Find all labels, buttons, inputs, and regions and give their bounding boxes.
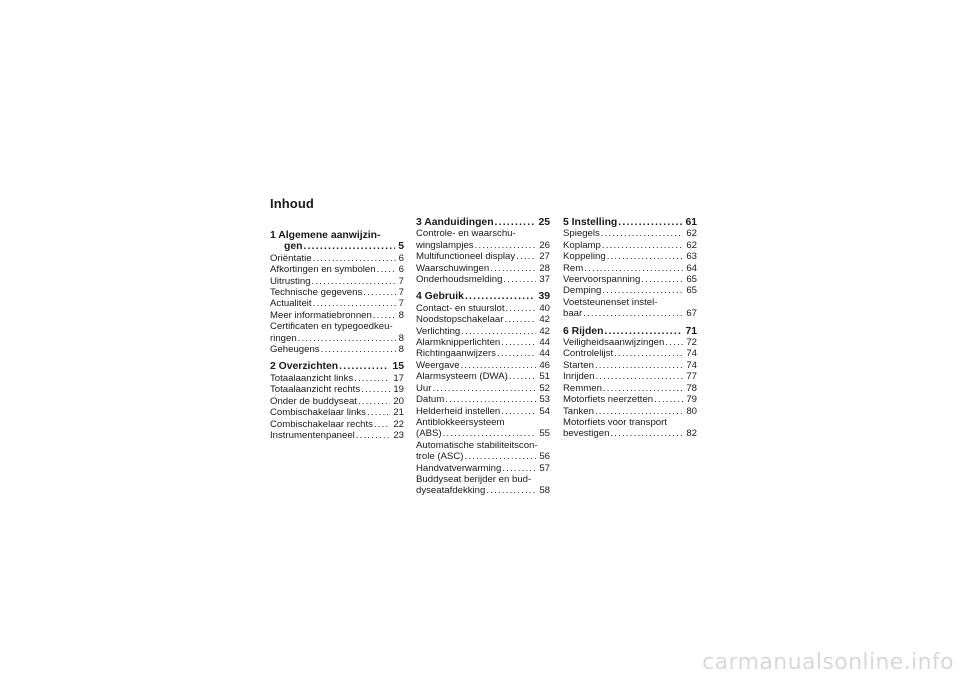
- dot-leader: [604, 326, 682, 337]
- page-number: 20: [393, 395, 404, 407]
- dot-leader: [614, 348, 683, 359]
- entry-title: Actualiteit: [270, 298, 312, 310]
- entry-title: Afkortingen en symbolen: [270, 264, 376, 276]
- dot-leader: [354, 373, 390, 384]
- dot-leader: [377, 264, 396, 275]
- chapter-heading[interactable]: [563, 217, 697, 228]
- toc-entry[interactable]: [563, 360, 697, 371]
- page-number: 82: [686, 428, 697, 440]
- dot-leader: [373, 310, 396, 321]
- entry-title-line: Voetsteunenset instel-: [563, 296, 658, 308]
- dot-leader: [490, 263, 536, 274]
- page-number: 7: [398, 298, 404, 310]
- page-number: 8: [398, 344, 404, 356]
- toc-entry[interactable]: [563, 240, 697, 251]
- toc-entry[interactable]: [563, 348, 697, 359]
- entry-title: Verlichting: [416, 325, 461, 337]
- page-number: 51: [539, 371, 550, 383]
- entry-title: Instrumentenpaneel: [270, 429, 355, 441]
- chapter-heading-line: 1 Algemene aanwijzin-: [270, 230, 381, 241]
- entry-title: Datum: [416, 394, 445, 406]
- dot-leader: [618, 217, 682, 228]
- page-number: 21: [393, 407, 404, 419]
- entry-title: Onderhoudsmelding: [416, 274, 503, 286]
- entry-title: Uur: [416, 382, 432, 394]
- dot-leader: [610, 428, 683, 439]
- entry-title: Demping: [563, 285, 602, 297]
- entry-title: Koppeling: [563, 251, 606, 263]
- entry-title: Totaalaanzicht links: [270, 372, 354, 384]
- dot-leader: [445, 394, 536, 405]
- entry-title-line: Automatische stabiliteitscon-: [416, 439, 538, 451]
- toc-entry[interactable]: [416, 394, 550, 405]
- page-number: 63: [686, 251, 697, 263]
- entry-title: Controlelijst: [563, 348, 614, 360]
- entry-title-line: Certificaten en typegoedkeu-: [270, 321, 393, 333]
- page-number: 61: [685, 217, 697, 228]
- toc-entry[interactable]: [563, 394, 697, 405]
- page-number: 56: [539, 451, 550, 463]
- dot-leader: [356, 430, 391, 441]
- entry-title: Onder de buddyseat: [270, 395, 357, 407]
- page-number: 74: [686, 348, 697, 360]
- page-number: 25: [538, 217, 550, 228]
- entry-title: (ABS): [416, 428, 442, 440]
- toc-entry[interactable]: [270, 407, 404, 418]
- toc-entry[interactable]: [270, 419, 404, 430]
- entry-title: Richtingaanwijzers: [416, 348, 496, 360]
- page-number: 22: [393, 418, 404, 430]
- toc-entry[interactable]: [563, 417, 697, 440]
- dot-leader: [486, 485, 536, 496]
- page-number: 54: [539, 405, 550, 417]
- dot-leader: [602, 240, 683, 251]
- page-number: 65: [686, 274, 697, 286]
- toc-entry[interactable]: [416, 274, 550, 285]
- entry-title: Oriëntatie: [270, 252, 312, 264]
- dot-leader: [464, 451, 536, 462]
- dot-leader: [601, 228, 684, 239]
- toc-entry[interactable]: [416, 474, 550, 497]
- page-number: 23: [393, 429, 404, 441]
- entry-title: Koplamp: [563, 239, 601, 251]
- dot-leader: [432, 383, 536, 394]
- entry-title: baar: [563, 308, 583, 320]
- page-number: 8: [398, 309, 404, 321]
- dot-leader: [595, 360, 683, 371]
- page-number: 26: [539, 239, 550, 251]
- page-number: 72: [686, 337, 697, 349]
- toc-entry[interactable]: [270, 276, 404, 287]
- entry-title: bevestigen: [563, 428, 610, 440]
- dot-leader: [501, 406, 536, 417]
- dot-leader: [501, 337, 536, 348]
- toc-entry[interactable]: [416, 303, 550, 314]
- page-number: 57: [539, 462, 550, 474]
- chapter-heading[interactable]: [416, 217, 550, 228]
- toc-entry[interactable]: [416, 360, 550, 371]
- dot-leader: [595, 406, 683, 417]
- dot-leader: [298, 333, 396, 344]
- dot-leader: [595, 371, 683, 382]
- toc-entry[interactable]: [563, 274, 697, 285]
- entry-title: Uitrusting: [270, 275, 311, 287]
- toc-entry[interactable]: [270, 264, 404, 275]
- dot-leader: [361, 384, 390, 395]
- toc-entry[interactable]: [416, 463, 550, 474]
- page-number: 42: [539, 325, 550, 337]
- entry-title: Geheugens: [270, 344, 320, 356]
- dot-leader: [503, 274, 536, 285]
- toc-entry[interactable]: [416, 228, 550, 251]
- entry-title: Weergave: [416, 359, 460, 371]
- entry-title: Inrijden: [563, 371, 595, 383]
- entry-title-line: Motorfiets voor transport: [563, 416, 667, 428]
- page-number: 17: [393, 372, 404, 384]
- toc-section: [270, 361, 404, 441]
- watermark: carmanualsonline.info: [702, 650, 954, 675]
- entry-title: Rem: [563, 262, 584, 274]
- page-title: Inhoud: [270, 196, 314, 211]
- page-number: 28: [539, 262, 550, 274]
- page-number: 78: [686, 382, 697, 394]
- page-number: 5: [398, 241, 404, 253]
- dot-leader: [502, 463, 536, 474]
- toc-entry[interactable]: [270, 373, 404, 384]
- entry-title: Spiegels: [563, 228, 600, 240]
- entry-title-line: Antiblokkeersysteem: [416, 416, 505, 428]
- page-number: 58: [539, 485, 550, 497]
- entry-title: Alarmknipperlichten: [416, 337, 501, 349]
- chapter-title: 6 Rijden: [563, 325, 604, 337]
- entry-title: Remmen: [563, 382, 602, 394]
- page-number: 53: [539, 394, 550, 406]
- toc-entry[interactable]: [270, 298, 404, 309]
- dot-leader: [583, 308, 683, 319]
- dot-leader: [313, 298, 396, 309]
- page-number: 7: [398, 275, 404, 287]
- entry-title: dyseatafdekking: [416, 485, 486, 497]
- entry-title: Veiligheidsaanwijzingen: [563, 337, 665, 349]
- toc-section: [416, 217, 550, 285]
- dot-leader: [358, 396, 390, 407]
- entry-title: Alarmsysteem (DWA): [416, 371, 508, 383]
- toc-column-2: [416, 217, 550, 497]
- entry-title-line: Buddyseat berijder en bud-: [416, 473, 532, 485]
- page-number: 71: [685, 325, 697, 337]
- dot-leader: [303, 241, 395, 252]
- dot-leader: [584, 263, 683, 274]
- toc-column-3: [563, 217, 697, 440]
- toc-entry[interactable]: [270, 396, 404, 407]
- dot-leader: [516, 251, 536, 262]
- chapter-heading[interactable]: [270, 361, 404, 372]
- toc-column-1: [270, 217, 404, 441]
- entry-title: Helderheid instellen: [416, 405, 501, 417]
- entry-title: Meer informatiebronnen: [270, 309, 372, 321]
- page-number: 37: [539, 274, 550, 286]
- toc-section: [563, 217, 697, 320]
- dot-leader: [607, 251, 684, 262]
- page-number: 44: [539, 337, 550, 349]
- dot-leader: [475, 240, 537, 251]
- entry-title: ringen: [270, 332, 297, 344]
- page-number: 46: [539, 359, 550, 371]
- page-number: 55: [539, 428, 550, 440]
- chapter-heading[interactable]: [416, 291, 550, 302]
- page-number: 77: [686, 371, 697, 383]
- page-number: 19: [393, 384, 404, 396]
- toc-section: [563, 326, 697, 440]
- toc-entry[interactable]: [270, 321, 404, 344]
- chapter-title: gen: [284, 241, 303, 253]
- dot-leader: [465, 291, 536, 302]
- entry-title: Contact- en stuurslot: [416, 302, 505, 314]
- dot-leader: [641, 274, 683, 285]
- toc-entry[interactable]: [563, 383, 697, 394]
- toc-entry[interactable]: [416, 348, 550, 359]
- entry-title: Noodstopschakelaar: [416, 314, 504, 326]
- entry-title: Waarschuwingen: [416, 262, 490, 274]
- toc-entry[interactable]: [563, 228, 697, 239]
- toc-entry[interactable]: [270, 384, 404, 395]
- dot-leader: [602, 285, 683, 296]
- toc-section: [270, 230, 404, 355]
- page-number: 80: [686, 405, 697, 417]
- chapter-heading[interactable]: [563, 326, 697, 337]
- page-number: 79: [686, 394, 697, 406]
- page-number: 6: [398, 264, 404, 276]
- toc-entry[interactable]: [563, 337, 697, 348]
- page-number: 44: [539, 348, 550, 360]
- dot-leader: [495, 217, 536, 228]
- toc-entry[interactable]: [270, 310, 404, 321]
- dot-leader: [603, 383, 683, 394]
- page-number: 39: [538, 291, 550, 303]
- dot-leader: [443, 428, 537, 439]
- toc-entry[interactable]: [416, 383, 550, 394]
- entry-title: Motorfiets neerzetten: [563, 394, 654, 406]
- toc-entry[interactable]: [270, 287, 404, 298]
- toc-entry[interactable]: [270, 344, 404, 355]
- dot-leader: [497, 348, 536, 359]
- dot-leader: [506, 303, 537, 314]
- page-number: 64: [686, 262, 697, 274]
- entry-title-line: Controle- en waarschu-: [416, 228, 516, 240]
- toc-section: [416, 291, 550, 496]
- dot-leader: [509, 371, 536, 382]
- toc-entry[interactable]: [563, 406, 697, 417]
- toc-entry[interactable]: [416, 440, 550, 463]
- page-number: 40: [539, 302, 550, 314]
- entry-title: Tanken: [563, 405, 594, 417]
- toc-entry[interactable]: [563, 251, 697, 262]
- toc-entry[interactable]: [416, 337, 550, 348]
- dot-leader: [461, 360, 537, 371]
- toc-entry[interactable]: [563, 371, 697, 382]
- toc-entry[interactable]: [416, 326, 550, 337]
- page-number: 27: [539, 251, 550, 263]
- page-number: 8: [398, 332, 404, 344]
- toc-entry[interactable]: [563, 263, 697, 274]
- entry-title: Multifunctioneel display: [416, 251, 516, 263]
- page-number: 67: [686, 308, 697, 320]
- entry-title: trole (ASC): [416, 451, 464, 463]
- chapter-title: 5 Instelling: [563, 217, 618, 228]
- toc-entry[interactable]: [416, 251, 550, 262]
- entry-title: Veervoorspanning: [563, 274, 641, 286]
- page-number: 42: [539, 314, 550, 326]
- toc-entry[interactable]: [270, 430, 404, 441]
- toc-entry[interactable]: [563, 285, 697, 296]
- page-number: 65: [686, 285, 697, 297]
- page-number: 6: [398, 252, 404, 264]
- page-number: 74: [686, 359, 697, 371]
- page-number: 62: [686, 228, 697, 240]
- dot-leader: [461, 326, 536, 337]
- dot-leader: [312, 276, 396, 287]
- toc-entry[interactable]: [416, 371, 550, 382]
- chapter-title: 2 Overzichten: [270, 361, 339, 373]
- chapter-title: 3 Aanduidingen: [416, 217, 494, 228]
- dot-leader: [654, 394, 683, 405]
- page-number: 62: [686, 239, 697, 251]
- dot-leader: [665, 337, 683, 348]
- page-number: 15: [392, 361, 404, 373]
- entry-title: Combischakelaar rechts: [270, 418, 373, 430]
- toc-entry[interactable]: [416, 314, 550, 325]
- entry-title: Combischakelaar links: [270, 407, 366, 419]
- toc-entry[interactable]: [270, 253, 404, 264]
- chapter-title: 4 Gebruik: [416, 291, 464, 303]
- page-number: 52: [539, 382, 550, 394]
- dot-leader: [367, 407, 390, 418]
- dot-leader: [313, 253, 396, 264]
- dot-leader: [339, 361, 389, 372]
- page-number: 7: [398, 287, 404, 299]
- toc-entry[interactable]: [416, 406, 550, 417]
- dot-leader: [321, 344, 396, 355]
- toc-entry[interactable]: [416, 263, 550, 274]
- entry-title: Totaalaanzicht rechts: [270, 384, 361, 396]
- entry-title: Starten: [563, 359, 594, 371]
- toc-entry[interactable]: [416, 417, 550, 440]
- dot-leader: [363, 287, 395, 298]
- entry-title: Technische gegevens: [270, 287, 363, 299]
- dot-leader: [504, 314, 536, 325]
- toc-entry[interactable]: [563, 297, 697, 320]
- dot-leader: [374, 419, 390, 430]
- entry-title: Handvatverwarming: [416, 462, 502, 474]
- chapter-heading[interactable]: [270, 230, 404, 253]
- entry-title: wingslampjes: [416, 239, 474, 251]
